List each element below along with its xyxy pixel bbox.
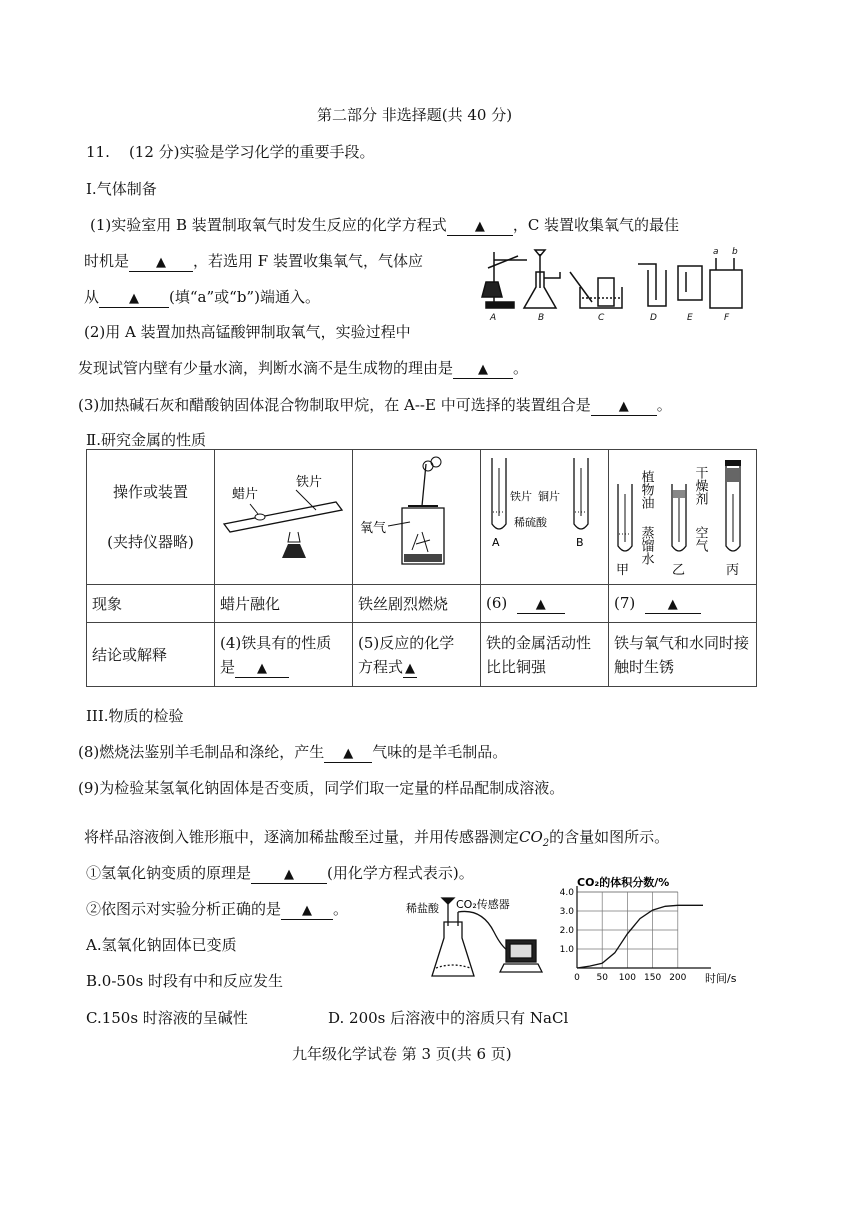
rust-test-figure — [614, 454, 754, 580]
answer-blank[interactable]: ▲ — [517, 595, 565, 614]
page-footer: 九年级化学试卷 第 3 页(共 6 页) — [292, 1045, 512, 1063]
chart-series-line — [577, 905, 703, 968]
cell-iron-property: (4)铁具有的性质 是 ▲ — [215, 623, 353, 687]
figure-cell-wax — [215, 450, 353, 585]
label-desiccant: 干燥剂 — [692, 466, 708, 505]
label-tube-bing: 丙 — [726, 563, 740, 578]
answer-blank[interactable]: ▲ — [235, 659, 289, 678]
apparatus-label-b: B — [538, 313, 545, 323]
chart-x-ticks — [574, 973, 687, 983]
answer-blank[interactable]: ▲ — [453, 360, 513, 379]
cell-equation: (5)反应的化学 方程式 ▲ — [353, 623, 481, 687]
option-b: B.0-50s 时段有中和反应发生 — [86, 972, 283, 990]
question-9-desc: 将样品溶液倒入锥形瓶中，逐滴加稀盐酸至过量，并用传感器测定$CO_2$的含量如图所示。 — [84, 828, 670, 849]
label-iron: 铁片 — [510, 490, 532, 503]
question-1-line1: (1)实验室用 B 装置制取氧气时发生反应的化学方程式 ▲ ，C 装置收集氧气的最佳 — [90, 216, 680, 234]
question-2-line1: (2)用 A 装置加热高锰酸钾制取氧气，实验过程中 — [84, 323, 411, 341]
question-intro: (12 分)实验是学习化学的重要手段。 — [128, 143, 375, 161]
cell-wax-melts: 蜡片融化 — [215, 585, 353, 623]
question-1-line3: 从 ▲ (填“a”或“b”)端通入。 — [84, 288, 320, 306]
part3-title: III.物质的检验 — [86, 707, 184, 725]
chart-grid — [577, 892, 678, 968]
label-tube-b: B — [576, 536, 584, 549]
chart-x-tick-label: 150 — [644, 973, 662, 983]
port-label-a: a — [713, 247, 719, 257]
sub-question-2: ②依图示对实验分析正确的是 ▲ 。 — [86, 900, 349, 918]
option-d: D. 200s 后溶液中的溶质只有 NaCl — [328, 1009, 569, 1027]
apparatus-label-e: E — [687, 313, 693, 323]
sensor-setup-figure — [402, 892, 552, 984]
figure-cell-oxygen — [353, 450, 481, 585]
answer-blank[interactable]: ▲ — [129, 253, 193, 272]
row-header-phenomenon: 现象 — [87, 585, 215, 623]
part2-title: Ⅱ.研究金属的性质 — [86, 431, 206, 449]
apparatus-label-f: F — [724, 313, 730, 323]
sub-question-1: ①氢氧化钠变质的原理是 ▲ (用化学方程式表示)。 — [86, 864, 474, 882]
chart-title: CO₂的体积分数/% — [577, 876, 670, 889]
question-1-line2: 时机是 ▲ ，若选用 F 装置收集氧气，气体应 — [84, 252, 423, 270]
table-row-setup — [87, 450, 757, 585]
answer-blank[interactable]: ▲ — [251, 865, 327, 884]
iron-copper-acid-figure — [486, 454, 604, 580]
option-c: C.150s 时溶液的呈碱性 — [86, 1009, 248, 1027]
option-a: A.氢氧化钠固体已变质 — [86, 936, 237, 954]
figure-cell-acid — [481, 450, 609, 585]
label-tube-a: A — [492, 536, 500, 549]
chart-y-tick-label: 1.0 — [559, 945, 574, 955]
co2-volume-chart — [555, 876, 755, 986]
label-oxygen: 氧气 — [360, 521, 387, 536]
table-row-conclusion — [87, 623, 757, 687]
label-distilled-water: 蒸馏水 — [638, 526, 654, 565]
row-header-setup: 操作或装置 (夹持仪器略) — [87, 450, 215, 585]
label-plant-oil: 植物油 — [638, 470, 654, 509]
label-iron-sheet: 铁片 — [296, 475, 323, 490]
apparatus-label-d: D — [650, 313, 657, 323]
label-tube-yi: 乙 — [672, 563, 686, 578]
question-number: 11. (12 分)实验是学习化学的重要手段。 — [86, 143, 375, 161]
apparatus-label-a: A — [490, 313, 497, 323]
wax-iron-figure — [220, 454, 346, 580]
question-9: (9)为检验某氢氧化钠固体是否变质，同学们取一定量的样品配制成溶液。 — [78, 779, 565, 797]
port-label-b: b — [732, 247, 738, 257]
iron-wire-oxygen-figure — [358, 454, 476, 580]
answer-blank[interactable]: ▲ — [99, 289, 169, 308]
chart-xlabel: 时间/s — [705, 972, 737, 985]
cell-blank-6: (6) ▲ — [481, 585, 609, 623]
answer-blank[interactable]: ▲ — [591, 397, 657, 416]
label-wax: 蜡片 — [232, 487, 259, 502]
apparatus-figure — [472, 242, 758, 324]
chart-y-tick-label: 2.0 — [559, 926, 574, 936]
chart-y-tick-label: 4.0 — [559, 888, 574, 898]
table-row-phenomenon — [87, 585, 757, 623]
row-header-conclusion: 结论或解释 — [87, 623, 215, 687]
figure-cell-rust — [609, 450, 757, 585]
label-dilute-h2so4: 稀硫酸 — [514, 516, 547, 529]
cell-activity: 铁的金属活动性比比铜强 — [481, 623, 609, 687]
question-8: (8)燃烧法鉴别羊毛制品和涤纶，产生 ▲ 气味的是羊毛制品。 — [78, 743, 508, 761]
answer-blank[interactable]: ▲ — [405, 660, 416, 676]
answer-blank[interactable]: ▲ — [324, 744, 372, 763]
chart-x-tick-label: 100 — [618, 973, 636, 983]
label-copper: 铜片 — [538, 490, 560, 503]
label-co2-sensor: CO₂传感器 — [456, 898, 510, 911]
chart-x-tick-label: 0 — [574, 973, 580, 983]
answer-blank[interactable]: ▲ — [645, 595, 701, 614]
section-title: 第二部分 非选择题(共 40 分) — [317, 106, 513, 124]
experiment-table — [86, 449, 757, 687]
question-2-line2: 发现试管内壁有少量水滴，判断水滴不是生成物的理由是 ▲ 。 — [78, 359, 529, 377]
chart-y-tick-label: 3.0 — [559, 907, 574, 917]
label-air: 空气 — [692, 526, 708, 552]
chart-y-ticks — [560, 888, 575, 955]
chart-x-tick-label: 50 — [596, 973, 608, 983]
cell-rust-conclusion: 铁与氧气和水同时接触时生锈 — [609, 623, 757, 687]
label-tube-jia: 甲 — [616, 563, 630, 578]
answer-blank[interactable]: ▲ — [281, 901, 333, 920]
cell-blank-7: (7) ▲ — [609, 585, 757, 623]
chart-x-tick-label: 200 — [669, 973, 687, 983]
label-hcl: 稀盐酸 — [406, 902, 439, 915]
apparatus-label-c: C — [598, 313, 605, 323]
cell-iron-burns: 铁丝剧烈燃烧 — [353, 585, 481, 623]
answer-blank[interactable]: ▲ — [447, 217, 513, 236]
part1-title: Ⅰ.气体制备 — [86, 180, 157, 198]
question-3: (3)加热碱石灰和醋酸钠固体混合物制取甲烷，在 A--E 中可选择的装置组合是 ▲ 。 — [78, 396, 672, 414]
